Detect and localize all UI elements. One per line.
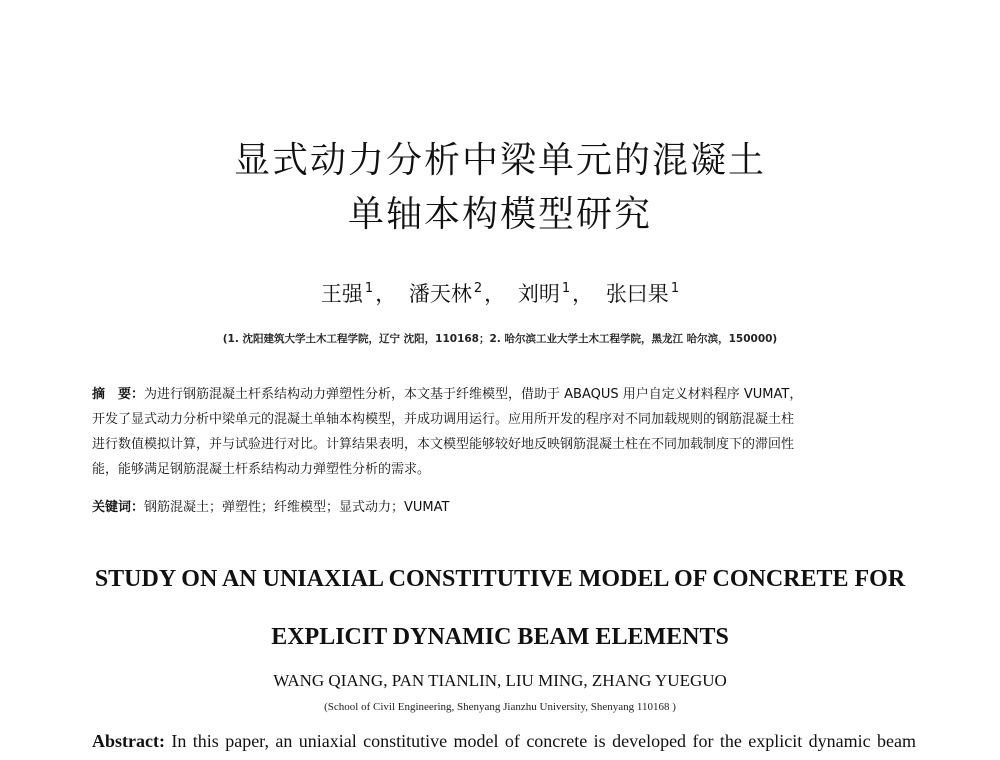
- author-name: 刘明: [517, 282, 560, 306]
- chinese-title-line-2: 单轴本构模型研究: [347, 194, 652, 235]
- english-affiliation: (School of Civil Engineering, Shenyang Jianzhu University, Shenyang 110168 ): [324, 701, 676, 713]
- author-affiliation-mark: 1: [364, 281, 374, 296]
- english-abstract-label: Abstract:: [92, 731, 165, 751]
- chinese-affiliation: (1. 沈阳建筑大学土木工程学院，辽宁 沈阳，110168；2. 哈尔滨工业大学土木工程学院，黑龙江 哈尔滨，150000): [222, 333, 778, 345]
- keywords-text: 钢筋混凝土；弹塑性；纤维模型；显式动力；VUMAT: [144, 500, 450, 515]
- english-author-list: WANG QIANG, PAN TIANLIN, LIU MING, ZHANG YUEGUO: [273, 671, 727, 690]
- author-affiliation-mark: 2: [473, 281, 483, 296]
- english-title-line-1: STUDY ON AN UNIAXIAL CONSTITUTIVE MODEL OF CONCRETE FOR: [94, 566, 906, 592]
- author-name: 王强: [320, 282, 363, 306]
- chinese-title-line-1: 显式动力分析中梁单元的混凝土: [233, 140, 766, 181]
- author-separator: ，: [375, 282, 397, 306]
- author-separator: ，: [572, 282, 594, 306]
- abstract-line: 开发了显式动力分析中梁单元的混凝土单轴本构模型，并成功调用运行。应用所开发的程序对不同加载规则的钢筋混凝土柱: [92, 412, 795, 427]
- english-abstract-text: In this paper, an uniaxial constitutive model of concrete is developed for the explicit dynamic beam: [171, 731, 916, 751]
- english-title-line-2: EXPLICIT DYNAMIC BEAM ELEMENTS: [271, 624, 729, 650]
- author-name: 张曰果: [605, 282, 669, 306]
- abstract-text: 为进行钢筋混凝土杆系结构动力弹塑性分析，本文基于纤维模型，借助于 ABAQUS 用户自定义材料程序 VUMAT，: [144, 387, 803, 402]
- abstract-line: 进行数值模拟计算，并与试验进行对比。计算结果表明，本文模型能够较好地反映钢筋混凝土柱在不同加载制度下的滞回性: [92, 437, 795, 452]
- chinese-author-list: [0, 278, 1000, 308]
- abstract-line: [92, 382, 916, 407]
- chinese-keywords: [92, 496, 916, 515]
- author-affiliation-mark: 1: [561, 281, 571, 296]
- english-abstract: [92, 727, 916, 755]
- author-affiliation-mark: 1: [670, 281, 680, 296]
- chinese-abstract: [92, 382, 916, 482]
- author-name: 潘天林: [408, 282, 472, 306]
- abstract-line: 能，能够满足钢筋混凝土杆系结构动力弹塑性分析的需求。: [92, 462, 431, 477]
- keywords-label: 关键词：: [92, 500, 145, 515]
- author-separator: ，: [484, 282, 506, 306]
- abstract-label: 摘 要：: [92, 387, 145, 402]
